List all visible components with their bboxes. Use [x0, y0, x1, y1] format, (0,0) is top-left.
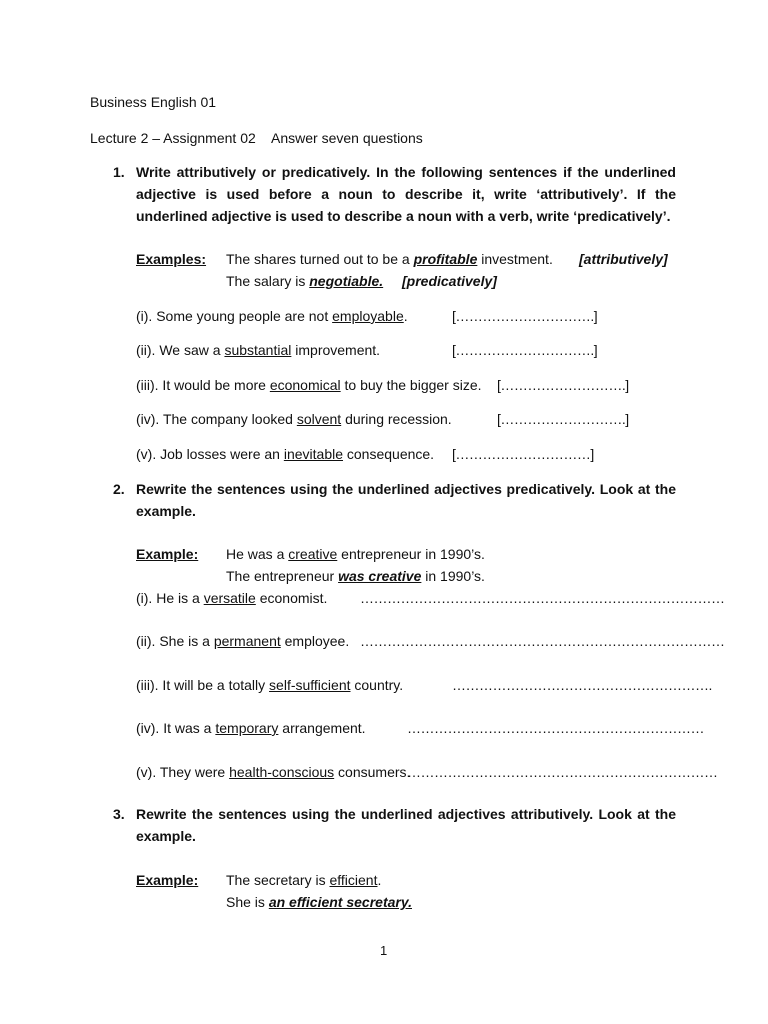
example-answer-tag: [attributively] — [579, 251, 668, 267]
underlined-adjective: self-sufficient — [269, 677, 351, 693]
example-sentence: The shares turned out to be a profitable investment. — [226, 251, 553, 267]
question-text: Rewrite the sentences using the underlined adjectives attributively. Look at the example. — [136, 806, 676, 844]
underlined-adjective: substantial — [224, 342, 292, 358]
list-item: (iv). The company looked solvent during recession. — [136, 411, 452, 427]
list-item: (iii). It would be more economical to buy the bigger size. — [136, 377, 482, 393]
example-sentence: He was a creative entrepreneur in 1990’s. — [226, 546, 485, 562]
underlined-adjective: creative — [288, 546, 338, 562]
list-item: (ii). She is a permanent employee. — [136, 633, 350, 649]
underlined-adjective: economical — [269, 377, 341, 393]
underlined-adjective: efficient — [329, 872, 378, 888]
list-item: (iv). It was a temporary arrangement. — [136, 720, 366, 736]
list-item: (v). They were health-conscious consumers. — [136, 764, 411, 780]
example-sentence: The secretary is efficient. — [226, 872, 382, 888]
example-sentence: The salary is negotiable. — [226, 273, 384, 289]
answer-line[interactable]: ……………………………………………………………………… — [360, 633, 725, 649]
question-number: 3. — [113, 806, 125, 822]
underlined-adjective: solvent — [296, 411, 342, 427]
answer-blank[interactable]: [………………………….] — [452, 308, 598, 324]
underlined-adjective: health-conscious — [229, 764, 335, 780]
underlined-adjective: permanent — [213, 633, 281, 649]
underlined-adjective: negotiable. — [309, 273, 384, 289]
question-number: 2. — [113, 481, 125, 497]
example-answer-tag: [predicatively] — [402, 273, 497, 289]
page-number: 1 — [380, 943, 388, 958]
list-item: (i). Some young people are not employable. — [136, 308, 408, 324]
lecture-title: Lecture 2 – Assignment 02 — [90, 130, 256, 146]
question-number: 1. — [113, 164, 125, 180]
answer-blank[interactable]: [………………………….] — [452, 342, 598, 358]
underlined-adjective: employable — [332, 308, 404, 324]
underlined-adjective: profitable — [413, 251, 478, 267]
example-sentence: She is an efficient secretary. — [226, 894, 412, 910]
underlined-adjective: temporary — [215, 720, 279, 736]
question-text: Write attributively or predicatively. In the following sentences if the underlined adjective is used before a noun to describe it, write ‘attributively’. If the underlined adjective is used to describe a noun with a verb, write ‘predicatively’. — [136, 164, 676, 224]
list-item: (i). He is a versatile economist. — [136, 590, 328, 606]
answer-blank[interactable]: [……………………….] — [497, 377, 629, 393]
list-item: (v). Job losses were an inevitable consequence. — [136, 446, 435, 462]
course-title: Business English 01 — [90, 94, 217, 110]
question-text: Rewrite the sentences using the underlined adjectives predicatively. Look at the example. — [136, 481, 676, 519]
assignment-instruction: Answer seven questions — [271, 130, 423, 146]
answer-line[interactable]: ………………………………………………………… — [407, 720, 704, 736]
underlined-adjective: versatile — [203, 590, 256, 606]
example-label: Example: — [136, 546, 199, 562]
answer-line[interactable]: ……………………………………………………………………… — [360, 590, 725, 606]
example-label: Example: — [136, 872, 199, 888]
answer-blank[interactable]: [……………………….] — [497, 411, 629, 427]
answer-line[interactable]: …………………………………………………………… — [407, 764, 718, 780]
underlined-adjective: an efficient secretary. — [268, 894, 412, 910]
underlined-adjective: inevitable — [283, 446, 343, 462]
examples-label: Examples: — [136, 251, 207, 267]
list-item: (ii). We saw a substantial improvement. — [136, 342, 381, 358]
answer-line[interactable]: …………………………………………………. — [452, 677, 712, 693]
list-item: (iii). It will be a totally self-sufficient country. — [136, 677, 404, 693]
example-sentence: The entrepreneur was creative in 1990’s. — [226, 568, 485, 584]
underlined-adjective: was creative — [338, 568, 422, 584]
answer-blank[interactable]: […………………………] — [452, 446, 594, 462]
